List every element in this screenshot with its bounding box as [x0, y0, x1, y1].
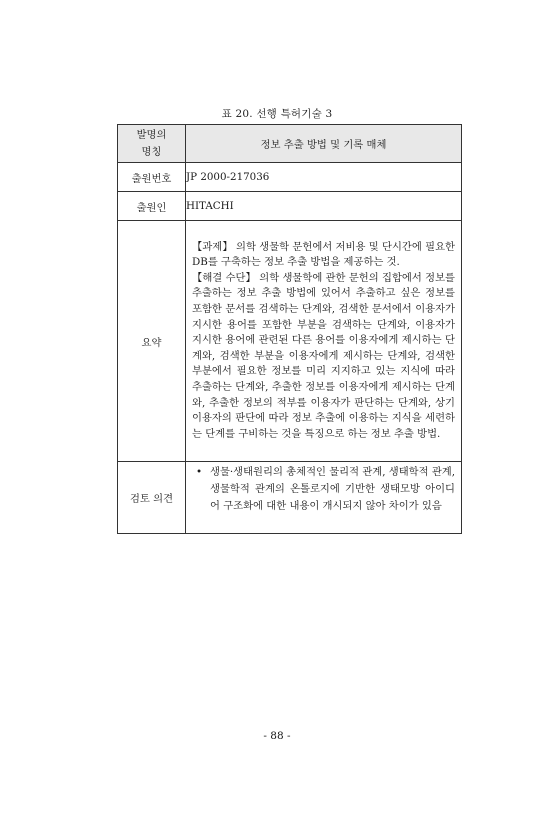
- summary-task: 【과제】 의학 생물학 문헌에서 저비용 및 단시간에 필요한 DB를 구축하는 정보 추출 방법을 제공하는 것.: [192, 240, 455, 269]
- table-caption: 표 20. 선행 특허기술 3: [221, 108, 333, 120]
- value-review-opinion: [186, 462, 462, 534]
- label-review-opinion: 검토 의견: [118, 462, 186, 534]
- prior-patent-table: [117, 124, 462, 534]
- table-row: [118, 221, 462, 462]
- review-opinion-item: [186, 462, 461, 517]
- label-summary: 요약: [118, 221, 186, 462]
- table-row: [118, 192, 462, 221]
- page-number: - 88 -: [263, 730, 291, 742]
- bullet-icon: •: [196, 466, 203, 478]
- label-invention-title: [118, 125, 186, 163]
- value-summary: [186, 221, 462, 462]
- value-invention-title: 정보 추출 방법 및 기록 매체: [186, 125, 462, 163]
- label-applicant: 출원인: [118, 192, 186, 221]
- label-invention-title-line1: 발명의: [136, 128, 167, 141]
- summary-text: [186, 238, 461, 445]
- summary-solution: 【해결 수단】 의학 생물학에 관한 문헌의 집합에서 정보를 추출하는 정보 추출 방법에 있어서 추출하고 싶은 정보를 포함한 문서를 검색하는 단계와, 검색한 문서에서 이용자가 지시한 용어를 포함한 부분을 검색하는 단계와, 이용자가 지시한 용어에 관련된 다른 용어를 이용자에게 제시하는 단계와, 검색한 부분을 이용자에게 제시하는 단계와, 검색한 부분에서 필요한 정보를 미리 지지하고 있는 지식에 따라 추출하는 단계와, 추출한 정보를 이용자에게 제시하는 단계와, 추출한 정보의 적부를 이용자가 판단하는 단계와, 상기 이용자의 판단에 따라 정보 추출에 이용하는 지식을 세련하는 단계를 구비하는 것을 특징으로 하는 정보 추출 방법.: [192, 271, 455, 440]
- label-application-number: 출원번호: [118, 163, 186, 192]
- value-application-number: JP 2000-217036: [186, 163, 462, 192]
- review-opinion-text: 생물·생태원리의 총체적인 물리적 관계, 생태학적 관계, 생물학적 관계의 온톨로지에 기반한 생태모방 아이디어 구조화에 대한 내용이 개시되지 않아 차이가 있음: [210, 466, 456, 512]
- table-row: [118, 163, 462, 192]
- label-invention-title-line2: 명칭: [141, 145, 162, 158]
- table-row: [118, 125, 462, 163]
- table-row: [118, 462, 462, 534]
- value-applicant: HITACHI: [186, 192, 462, 221]
